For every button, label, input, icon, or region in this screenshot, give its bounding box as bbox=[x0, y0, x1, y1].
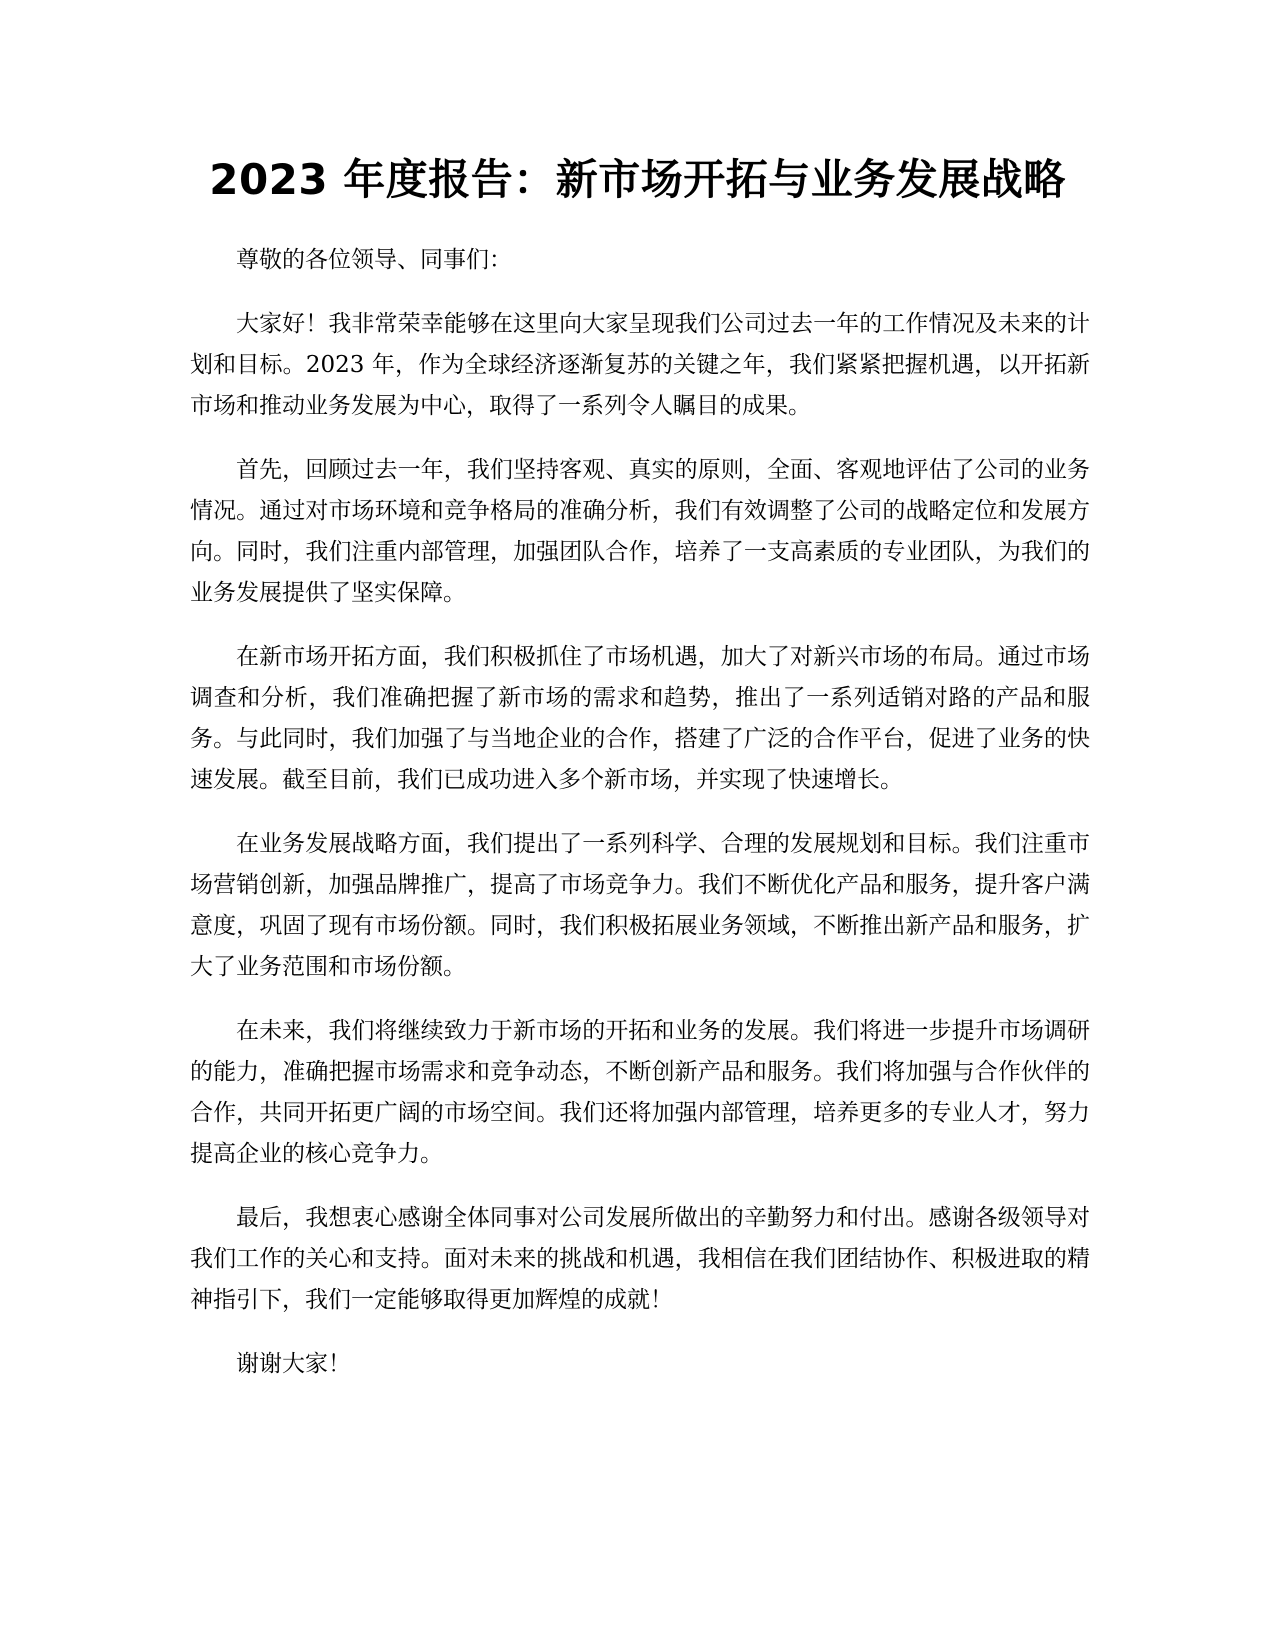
document-body bbox=[190, 240, 1090, 1408]
salutation: 尊敬的各位领导、同事们： bbox=[236, 247, 512, 273]
paragraph-intro: 大家好！我非常荣幸能够在这里向大家呈现我们公司过去一年的工作情况及未来的计划和目标。2023 年，作为全球经济逐渐复苏的关键之年，我们紧紧把握机遇，以开拓新市场和推动业务发展为中心，取得了一系列令人瞩目的成果。 bbox=[190, 311, 1090, 419]
paragraph-thanks: 最后，我想衷心感谢全体同事对公司发展所做出的辛勤努力和付出。感谢各级领导对我们工作的关心和支持。面对未来的挑战和机遇，我相信在我们团结协作、积极进取的精神指引下，我们一定能够取得更加辉煌的成就！ bbox=[190, 1205, 1090, 1313]
document-title: 2023 年度报告：新市场开拓与业务发展战略 bbox=[209, 155, 1066, 204]
paragraph-review: 首先，回顾过去一年，我们坚持客观、真实的原则，全面、客观地评估了公司的业务情况。通过对市场环境和竞争格局的准确分析，我们有效调整了公司的战略定位和发展方向。同时，我们注重内部管理，加强团队合作，培养了一支高素质的专业团队，为我们的业务发展提供了坚实保障。 bbox=[190, 457, 1090, 606]
closing: 谢谢大家！ bbox=[236, 1351, 351, 1377]
paragraph-future: 在未来，我们将继续致力于新市场的开拓和业务的发展。我们将进一步提升市场调研的能力，准确把握市场需求和竞争动态，不断创新产品和服务。我们将加强与合作伙伴的合作，共同开拓更广阔的市场空间。我们还将加强内部管理，培养更多的专业人才，努力提高企业的核心竞争力。 bbox=[190, 1018, 1090, 1167]
paragraph-strategy: 在业务发展战略方面，我们提出了一系列科学、合理的发展规划和目标。我们注重市场营销创新，加强品牌推广，提高了市场竞争力。我们不断优化产品和服务，提升客户满意度，巩固了现有市场份额。同时，我们积极拓展业务领域，不断推出新产品和服务，扩大了业务范围和市场份额。 bbox=[190, 831, 1090, 980]
paragraph-new-markets: 在新市场开拓方面，我们积极抓住了市场机遇，加大了对新兴市场的布局。通过市场调查和分析，我们准确把握了新市场的需求和趋势，推出了一系列适销对路的产品和服务。与此同时，我们加强了与当地企业的合作，搭建了广泛的合作平台，促进了业务的快速发展。截至目前，我们已成功进入多个新市场，并实现了快速增长。 bbox=[190, 644, 1090, 793]
